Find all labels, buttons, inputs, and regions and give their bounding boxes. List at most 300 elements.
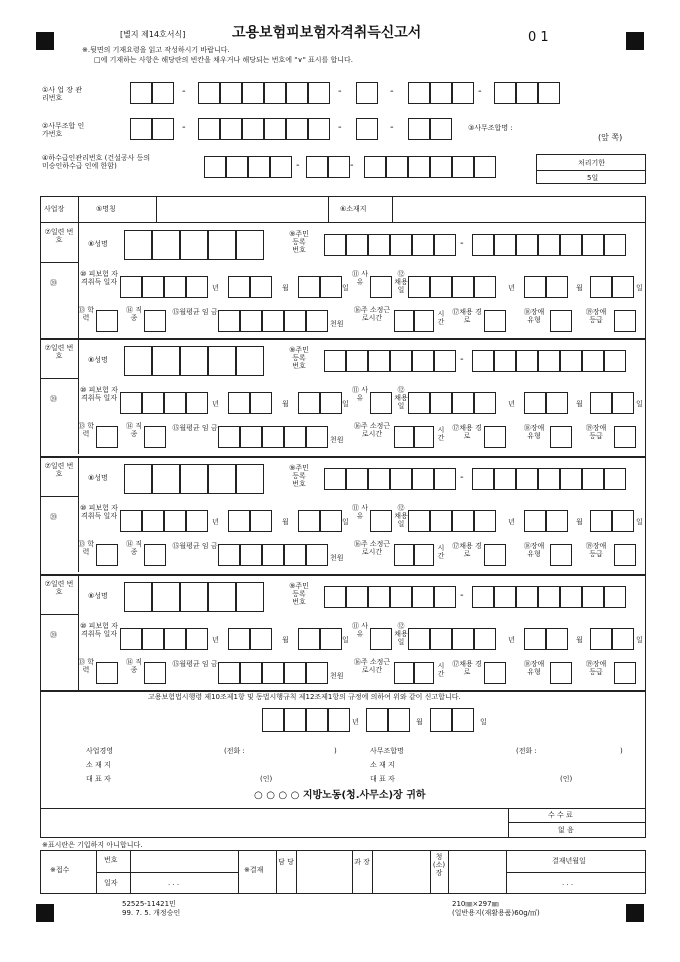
wage-digit[interactable] [284, 662, 306, 684]
office-no-digit[interactable] [130, 118, 152, 140]
rrn-digit[interactable] [560, 350, 582, 372]
decl-year-digit[interactable] [262, 708, 284, 732]
rrn-digit[interactable] [472, 350, 494, 372]
dash-separator: - [460, 472, 464, 483]
registration-mark-bottom-left [36, 904, 54, 922]
label-weekly-hours: ⑯주 소정근 로시간 [353, 658, 391, 674]
acq-year-digit[interactable] [142, 628, 164, 650]
label-hire-date: ⑫ 채용일 [394, 386, 408, 410]
subcontractor-no-digit[interactable] [452, 156, 474, 178]
label-disability-grade: ⑲장애 등급 [585, 424, 607, 440]
acq-month-digit[interactable] [250, 628, 272, 650]
receipt-label: ※접수 [50, 866, 70, 874]
workplace-no-digit[interactable] [152, 82, 174, 104]
label-disability-type: ⑱장애 유형 [523, 660, 545, 676]
hire-day-digit[interactable] [612, 510, 634, 532]
acq-year-digit[interactable] [120, 510, 142, 532]
wage-digit[interactable] [262, 426, 284, 448]
rrn-digit[interactable] [582, 586, 604, 608]
disability-type-box[interactable] [550, 310, 572, 332]
wage-digit[interactable] [306, 662, 328, 684]
rrn-digit[interactable] [516, 586, 538, 608]
label-won: 천원 [330, 320, 344, 328]
acq-year-digit[interactable] [120, 628, 142, 650]
rrn-digit[interactable] [412, 234, 434, 256]
workplace-no-digit[interactable] [494, 82, 516, 104]
disability-grade-box[interactable] [614, 544, 636, 566]
name-input-box[interactable] [180, 230, 208, 260]
hire-day-digit[interactable] [612, 276, 634, 298]
rrn-digit[interactable] [324, 350, 346, 372]
label-job-type: ⑭ 직종 [126, 540, 142, 556]
dash-separator: - [350, 160, 354, 171]
subcontractor-no-digit[interactable] [248, 156, 270, 178]
hours-digit[interactable] [394, 662, 414, 684]
rrn-digit[interactable] [516, 234, 538, 256]
rrn-digit[interactable] [604, 350, 626, 372]
hire-year-digit[interactable] [430, 510, 452, 532]
rrn-digit[interactable] [538, 234, 560, 256]
hire-year-digit[interactable] [408, 510, 430, 532]
decl-year-digit[interactable] [328, 708, 350, 732]
rrn-digit[interactable] [390, 350, 412, 372]
decl-month-digit[interactable] [388, 708, 410, 732]
wage-digit[interactable] [240, 544, 262, 566]
acq-month-digit[interactable] [250, 510, 272, 532]
decl-year-digit[interactable] [306, 708, 328, 732]
hire-year-digit[interactable] [430, 276, 452, 298]
rrn-digit[interactable] [412, 350, 434, 372]
form-title: 고용보험피보험자격취득신고서 [232, 25, 422, 41]
declaration-text: 고용보험법시행령 제10조제1항 및 동법시행규칙 제12조제1항의 규정에 의하여 위와 같이 신고합니다. [148, 693, 461, 701]
acq-day-digit[interactable] [320, 510, 342, 532]
wage-digit[interactable] [262, 310, 284, 332]
label-rrn: ⑨주민 등록 번호 [289, 464, 309, 488]
label-day: 일 [636, 400, 643, 408]
workplace-no-digit[interactable] [198, 82, 220, 104]
label-day: 일 [342, 284, 349, 292]
rrn-digit[interactable] [472, 468, 494, 490]
hire-day-digit[interactable] [612, 392, 634, 414]
hire-year-digit[interactable] [474, 628, 496, 650]
seal-mark: (인) [260, 775, 273, 783]
rrn-digit[interactable] [582, 350, 604, 372]
name-input-box[interactable] [152, 464, 180, 494]
acq-day-digit[interactable] [298, 276, 320, 298]
education-box[interactable] [96, 544, 118, 566]
hire-year-digit[interactable] [408, 276, 430, 298]
front-side-label: (앞 쪽) [598, 133, 623, 142]
label-education: ⑬ 학력 [78, 422, 94, 438]
paper-type: (일반용지(재활용품)60g/㎡) [452, 909, 540, 917]
label-name: ⑧성명 [88, 356, 108, 364]
acq-year-digit[interactable] [186, 392, 208, 414]
name-input-box[interactable] [236, 464, 264, 494]
label-month: 월 [282, 518, 289, 526]
label-rrn: ⑨주민 등록 번호 [289, 346, 309, 370]
job-type-box[interactable] [144, 662, 166, 684]
processing-deadline-value: 5일 [587, 174, 599, 182]
rrn-digit[interactable] [472, 234, 494, 256]
wage-digit[interactable] [240, 662, 262, 684]
biz-owner-label: 사업경영 [86, 747, 114, 755]
route-box[interactable] [484, 310, 506, 332]
office-no-digit[interactable] [220, 118, 242, 140]
label-year: 년 [508, 518, 515, 526]
hire-year-digit[interactable] [474, 510, 496, 532]
reason-box[interactable] [370, 628, 392, 650]
label-hire-date: ⑫ 채용일 [394, 270, 408, 294]
decl-year-digit[interactable] [284, 708, 306, 732]
name-input-box[interactable] [124, 346, 152, 376]
workplace-no-digit[interactable] [242, 82, 264, 104]
wage-digit[interactable] [306, 426, 328, 448]
label-name: ⑧성명 [88, 240, 108, 248]
wage-digit[interactable] [218, 662, 240, 684]
name-input-box[interactable] [152, 346, 180, 376]
acq-year-digit[interactable] [120, 392, 142, 414]
subcontractor-no-digit[interactable] [328, 156, 350, 178]
acq-year-digit[interactable] [186, 276, 208, 298]
label-year: 년 [508, 400, 515, 408]
tel1-close: ) [334, 747, 337, 755]
hire-month-digit[interactable] [546, 628, 568, 650]
disability-grade-box[interactable] [614, 662, 636, 684]
wage-digit[interactable] [218, 426, 240, 448]
acq-year-digit[interactable] [186, 628, 208, 650]
office-no-digit[interactable] [286, 118, 308, 140]
office-no-digit[interactable] [430, 118, 452, 140]
label-serial-no: ⑦일련 번호 [44, 580, 74, 596]
acq-month-digit[interactable] [228, 628, 250, 650]
label-won: 천원 [330, 672, 344, 680]
office-no-digit[interactable] [356, 118, 378, 140]
acq-day-digit[interactable] [320, 392, 342, 414]
label-day: 일 [342, 518, 349, 526]
office-no-digit[interactable] [264, 118, 286, 140]
hire-month-digit[interactable] [524, 392, 546, 414]
label-education: ⑬ 학력 [78, 540, 94, 556]
handler-label: ※결재 [244, 866, 264, 874]
registration-mark-bottom-right [626, 904, 644, 922]
label-day: 일 [342, 636, 349, 644]
wage-digit[interactable] [262, 662, 284, 684]
rrn-digit[interactable] [324, 468, 346, 490]
route-box[interactable] [484, 544, 506, 566]
hire-day-digit[interactable] [590, 628, 612, 650]
rrn-digit[interactable] [604, 468, 626, 490]
hire-year-digit[interactable] [452, 276, 474, 298]
subcontractor-no-digit[interactable] [474, 156, 496, 178]
label-reason: ⑪ 사유 [352, 386, 368, 402]
acq-year-digit[interactable] [142, 392, 164, 414]
wage-digit[interactable] [306, 544, 328, 566]
label-workplace-name: ⑤명칭 [96, 205, 116, 213]
label-row-marker: ⑳ [50, 631, 57, 639]
hire-month-digit[interactable] [546, 392, 568, 414]
job-type-box[interactable] [144, 426, 166, 448]
subcontractor-no-digit[interactable] [306, 156, 328, 178]
label-acquisition-date: ⑩ 피보험 자격취득 일자 [80, 622, 118, 638]
dash-separator: - [182, 122, 186, 133]
hire-day-digit[interactable] [590, 510, 612, 532]
workplace-no-digit[interactable] [408, 82, 430, 104]
rrn-digit[interactable] [560, 468, 582, 490]
office-no-digit[interactable] [308, 118, 330, 140]
rrn-digit[interactable] [538, 350, 560, 372]
acq-month-digit[interactable] [250, 276, 272, 298]
acq-year-digit[interactable] [142, 276, 164, 298]
route-box[interactable] [484, 426, 506, 448]
rrn-digit[interactable] [390, 586, 412, 608]
label-row-marker: ⑳ [50, 279, 57, 287]
rrn-digit[interactable] [604, 234, 626, 256]
hire-year-digit[interactable] [408, 392, 430, 414]
rrn-digit[interactable] [494, 468, 516, 490]
rrn-digit[interactable] [560, 234, 582, 256]
office-no-digit[interactable] [198, 118, 220, 140]
label-hire-date: ⑫ 채용일 [394, 622, 408, 646]
hire-day-digit[interactable] [590, 392, 612, 414]
decl-month-digit[interactable] [366, 708, 388, 732]
label-disability-type: ⑱장애 유형 [523, 308, 545, 324]
workplace-no-digit[interactable] [220, 82, 242, 104]
education-box[interactable] [96, 426, 118, 448]
label-disability-grade: ⑲장애 등급 [585, 660, 607, 676]
name-input-box[interactable] [236, 582, 264, 612]
rrn-digit[interactable] [434, 350, 456, 372]
rrn-digit[interactable] [390, 468, 412, 490]
hire-day-digit[interactable] [590, 276, 612, 298]
acq-month-digit[interactable] [250, 392, 272, 414]
acq-day-digit[interactable] [320, 276, 342, 298]
name-input-box[interactable] [236, 346, 264, 376]
education-box[interactable] [96, 310, 118, 332]
hire-year-digit[interactable] [408, 628, 430, 650]
workplace-no-digit[interactable] [356, 82, 378, 104]
paper-size: 210㎜×297㎜ [452, 900, 499, 908]
hire-year-digit[interactable] [430, 392, 452, 414]
wage-digit[interactable] [284, 544, 306, 566]
rrn-digit[interactable] [538, 586, 560, 608]
workplace-no-digit[interactable] [516, 82, 538, 104]
rrn-digit[interactable] [368, 586, 390, 608]
rrn-digit[interactable] [412, 586, 434, 608]
label-hours-unit: 시 간 [437, 662, 445, 678]
rrn-digit[interactable] [516, 468, 538, 490]
route-box[interactable] [484, 662, 506, 684]
approval-date-label: 결재년월일 [552, 857, 586, 865]
label-hire-route: ⑰채용 경로 [452, 308, 482, 324]
hire-month-digit[interactable] [524, 628, 546, 650]
hire-year-digit[interactable] [452, 392, 474, 414]
subcontractor-no-digit[interactable] [364, 156, 386, 178]
rrn-digit[interactable] [324, 586, 346, 608]
rrn-digit[interactable] [346, 468, 368, 490]
name-input-box[interactable] [180, 582, 208, 612]
label-serial-no: ⑦일련 번호 [44, 228, 74, 244]
rrn-digit[interactable] [434, 468, 456, 490]
name-input-box[interactable] [124, 230, 152, 260]
label-month: 월 [282, 400, 289, 408]
hours-digit[interactable] [414, 662, 434, 684]
rrn-digit[interactable] [324, 234, 346, 256]
disability-grade-box[interactable] [614, 310, 636, 332]
rrn-digit[interactable] [368, 468, 390, 490]
acq-year-digit[interactable] [142, 510, 164, 532]
wage-digit[interactable] [284, 426, 306, 448]
office-no-digit[interactable] [242, 118, 264, 140]
rrn-digit[interactable] [346, 586, 368, 608]
dash-separator: - [338, 122, 342, 133]
rrn-digit[interactable] [538, 468, 560, 490]
hire-month-digit[interactable] [524, 276, 546, 298]
wage-digit[interactable] [218, 310, 240, 332]
subcontractor-no-digit[interactable] [204, 156, 226, 178]
wage-digit[interactable] [218, 544, 240, 566]
hire-year-digit[interactable] [474, 392, 496, 414]
rrn-digit[interactable] [412, 468, 434, 490]
rrn-digit[interactable] [494, 350, 516, 372]
acq-day-digit[interactable] [298, 628, 320, 650]
office-no-digit[interactable] [408, 118, 430, 140]
workplace-no-digit[interactable] [452, 82, 474, 104]
rrn-digit[interactable] [434, 586, 456, 608]
acq-year-digit[interactable] [164, 392, 186, 414]
label-month: 월 [282, 636, 289, 644]
workplace-no-digit[interactable] [538, 82, 560, 104]
name-input-box[interactable] [208, 582, 236, 612]
workplace-no-digit[interactable] [308, 82, 330, 104]
wage-digit[interactable] [240, 426, 262, 448]
subcontractor-no-digit[interactable] [430, 156, 452, 178]
workplace-no-digit[interactable] [286, 82, 308, 104]
hours-digit[interactable] [414, 310, 434, 332]
decl-year-label: 년 [352, 718, 359, 726]
hire-year-digit[interactable] [430, 628, 452, 650]
hire-month-digit[interactable] [524, 510, 546, 532]
hire-year-digit[interactable] [474, 276, 496, 298]
subcontractor-no-digit[interactable] [226, 156, 248, 178]
name-input-box[interactable] [180, 346, 208, 376]
workplace-no-digit[interactable] [264, 82, 286, 104]
hours-digit[interactable] [394, 426, 414, 448]
name-input-box[interactable] [152, 582, 180, 612]
reason-box[interactable] [370, 276, 392, 298]
subcontractor-no-digit[interactable] [270, 156, 292, 178]
name-input-box[interactable] [208, 464, 236, 494]
reason-box[interactable] [370, 392, 392, 414]
acq-day-digit[interactable] [298, 510, 320, 532]
rrn-digit[interactable] [582, 468, 604, 490]
rrn-digit[interactable] [516, 350, 538, 372]
label-rrn: ⑨주민 등록 번호 [289, 230, 309, 254]
name-input-box[interactable] [152, 230, 180, 260]
acq-month-digit[interactable] [228, 392, 250, 414]
rrn-digit[interactable] [434, 234, 456, 256]
office-no-digit[interactable] [152, 118, 174, 140]
name-input-box[interactable] [124, 464, 152, 494]
hire-day-digit[interactable] [612, 628, 634, 650]
acq-year-digit[interactable] [164, 276, 186, 298]
hire-year-digit[interactable] [452, 628, 474, 650]
rrn-digit[interactable] [346, 234, 368, 256]
rrn-digit[interactable] [390, 234, 412, 256]
acq-month-digit[interactable] [228, 276, 250, 298]
disability-type-box[interactable] [550, 662, 572, 684]
workplace-no-digit[interactable] [430, 82, 452, 104]
label-day: 일 [636, 518, 643, 526]
disability-type-box[interactable] [550, 544, 572, 566]
acq-year-digit[interactable] [120, 276, 142, 298]
rrn-digit[interactable] [494, 586, 516, 608]
hours-digit[interactable] [414, 544, 434, 566]
label-disability-type: ⑱장애 유형 [523, 424, 545, 440]
acq-year-digit[interactable] [186, 510, 208, 532]
subcontractor-no-digit[interactable] [408, 156, 430, 178]
rrn-digit[interactable] [582, 234, 604, 256]
reason-box[interactable] [370, 510, 392, 532]
label-job-type: ⑭ 직종 [126, 422, 142, 438]
hours-digit[interactable] [394, 544, 414, 566]
disability-type-box[interactable] [550, 426, 572, 448]
rrn-digit[interactable] [368, 234, 390, 256]
label-weekly-hours: ⑯주 소정근 로시간 [353, 540, 391, 556]
workplace-no-digit[interactable] [130, 82, 152, 104]
rrn-digit[interactable] [472, 586, 494, 608]
name-input-box[interactable] [236, 230, 264, 260]
acq-year-digit[interactable] [164, 628, 186, 650]
name-input-box[interactable] [208, 230, 236, 260]
acq-month-digit[interactable] [228, 510, 250, 532]
rrn-digit[interactable] [346, 350, 368, 372]
label-education: ⑬ 학력 [78, 658, 94, 674]
label-year: 년 [212, 636, 219, 644]
rrn-digit[interactable] [368, 350, 390, 372]
decl-day-digit[interactable] [430, 708, 452, 732]
wage-digit[interactable] [262, 544, 284, 566]
wage-digit[interactable] [240, 310, 262, 332]
rrn-digit[interactable] [560, 586, 582, 608]
job-type-box[interactable] [144, 310, 166, 332]
wage-digit[interactable] [284, 310, 306, 332]
label-subcontractor-no: ④하수급인관리번호 (건설공사 등의 미승인하수급 인에 한함) [42, 154, 151, 170]
hours-digit[interactable] [394, 310, 414, 332]
education-box[interactable] [96, 662, 118, 684]
hire-month-digit[interactable] [546, 276, 568, 298]
address-label: 소 재 지 [86, 761, 111, 769]
hire-year-digit[interactable] [452, 510, 474, 532]
subcontractor-no-digit[interactable] [386, 156, 408, 178]
hours-digit[interactable] [414, 426, 434, 448]
registration-mark-top-right [626, 32, 644, 50]
disability-grade-box[interactable] [614, 426, 636, 448]
hire-month-digit[interactable] [546, 510, 568, 532]
acq-day-digit[interactable] [298, 392, 320, 414]
name-input-box[interactable] [208, 346, 236, 376]
rrn-digit[interactable] [494, 234, 516, 256]
label-year: 년 [212, 284, 219, 292]
acq-day-digit[interactable] [320, 628, 342, 650]
label-serial-no: ⑦일련 번호 [44, 344, 74, 360]
decl-day-digit[interactable] [452, 708, 474, 732]
name-input-box[interactable] [124, 582, 152, 612]
job-type-box[interactable] [144, 544, 166, 566]
rrn-digit[interactable] [604, 586, 626, 608]
wage-digit[interactable] [306, 310, 328, 332]
name-input-box[interactable] [180, 464, 208, 494]
acq-year-digit[interactable] [164, 510, 186, 532]
